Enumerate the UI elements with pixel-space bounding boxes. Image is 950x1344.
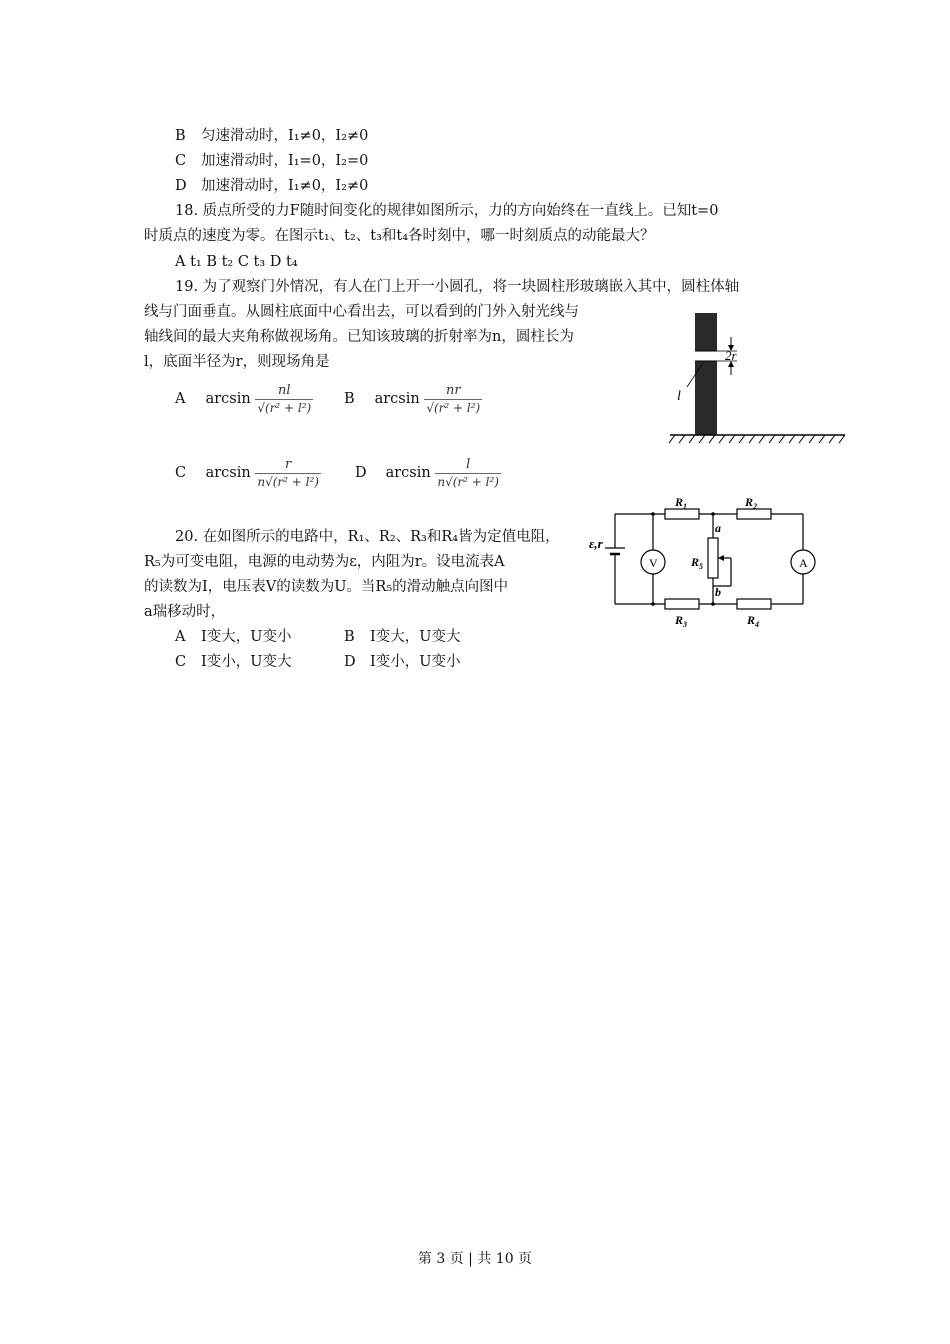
ammeter-label: A — [799, 556, 808, 570]
q17-option-d: D 加速滑动时，I₁≠0，I₂≠0 — [175, 178, 369, 194]
r1-label: $R_1$ — [675, 495, 688, 511]
r4-label: $R_4$ — [747, 613, 760, 629]
q20-text-line1: 20. 在如图所示的电路中，R₁、R₂、R₃和R₄皆为定值电阻， — [175, 529, 560, 545]
q20-option-d: D I变小，U变小 — [344, 654, 461, 670]
q20-circuit-diagram — [585, 492, 830, 632]
q19-text-line2: 线与门面垂直。从圆柱底面中心看出去，可以看到的门外入射光线与 — [144, 304, 579, 320]
q19-option-d-fraction: $\frac{l}{\text{n√(r² + l²)}}$ — [437, 456, 499, 489]
r5-label: $R_5$ — [691, 555, 704, 571]
q20-text-line3: 的读数为I，电压表V的读数为U。当R₅的滑动触点向图中 — [144, 579, 509, 595]
q19-option-b-fraction: $\frac{nr}{\text{√(r² + l²)}}$ — [426, 382, 481, 415]
ground-hatching — [669, 435, 845, 443]
q20-text-line4: a瑞移动时， — [144, 604, 226, 620]
q19-option-a: A arcsin $\frac{nl}{\text{√(r² + l²)}}$ — [175, 382, 312, 415]
q19-text-line3: 轴线间的最大夹角称做视场角。已知该玻璃的折射率为n，圆柱长为 — [144, 329, 574, 345]
q18-text-line2: 时质点的速度为零。在图示t₁、t₂、t₃和t₄各时刻中，哪一时刻质点的动能最大？ — [144, 228, 655, 244]
q19-option-c: C arcsin $\frac{r}{\text{n√(r² + l²)}}$ — [175, 456, 319, 489]
door-upper-part — [695, 313, 717, 351]
q18-options: A t₁ B t₂ C t₃ D t₄ — [175, 254, 298, 270]
q20-option-c: C I变小，U变大 — [175, 654, 292, 670]
q19-door-figure — [665, 305, 850, 445]
q19-text-line1: 19. 为了观察门外情况，有人在门上开一小圆孔，将一块圆柱形玻璃嵌入其中，圆柱体轴 — [175, 279, 740, 295]
q20-text-line2: R₅为可变电阻，电源的电动势为ε，内阻为r。设电流表A — [144, 554, 505, 570]
point-b-label: b — [715, 585, 721, 599]
q19-text-line4: l，底面半径为r，则现场角是 — [144, 354, 330, 370]
point-a-label: a — [715, 521, 721, 535]
q20-option-a: A I变大，U变小 — [175, 629, 292, 645]
q19-option-d: D arcsin $\frac{l}{\text{n√(r² + l²)}}$ — [355, 456, 499, 489]
q17-option-b: B 匀速滑动时，I₁≠0，I₂≠0 — [175, 128, 369, 144]
r3-label: $R_3$ — [675, 613, 688, 629]
label-l: l — [677, 389, 681, 404]
page-footer: 第 3 页 | 共 10 页 — [417, 1251, 533, 1267]
q17-option-c: C 加速滑动时，I₁=0，I₂=0 — [175, 153, 369, 169]
q19-option-c-fraction: $\frac{r}{\text{n√(r² + l²)}}$ — [257, 456, 319, 489]
r2-label: $R_2$ — [745, 495, 758, 511]
source-label: ε,r — [589, 536, 603, 551]
q19-option-b: B arcsin $\frac{nr}{\text{√(r² + l²)}}$ — [344, 382, 481, 415]
q19-option-a-fraction: $\frac{nl}{\text{√(r² + l²)}}$ — [257, 382, 312, 415]
voltmeter-label: V — [649, 556, 658, 570]
label-2r: 2r — [725, 348, 737, 363]
q18-text-line1: 18. 质点所受的力F随时间变化的规律如图所示，力的方向始终在一直线上。已知t=0 — [175, 203, 719, 219]
q20-option-b: B I变大，U变大 — [344, 629, 461, 645]
door-lower-part — [695, 361, 717, 435]
